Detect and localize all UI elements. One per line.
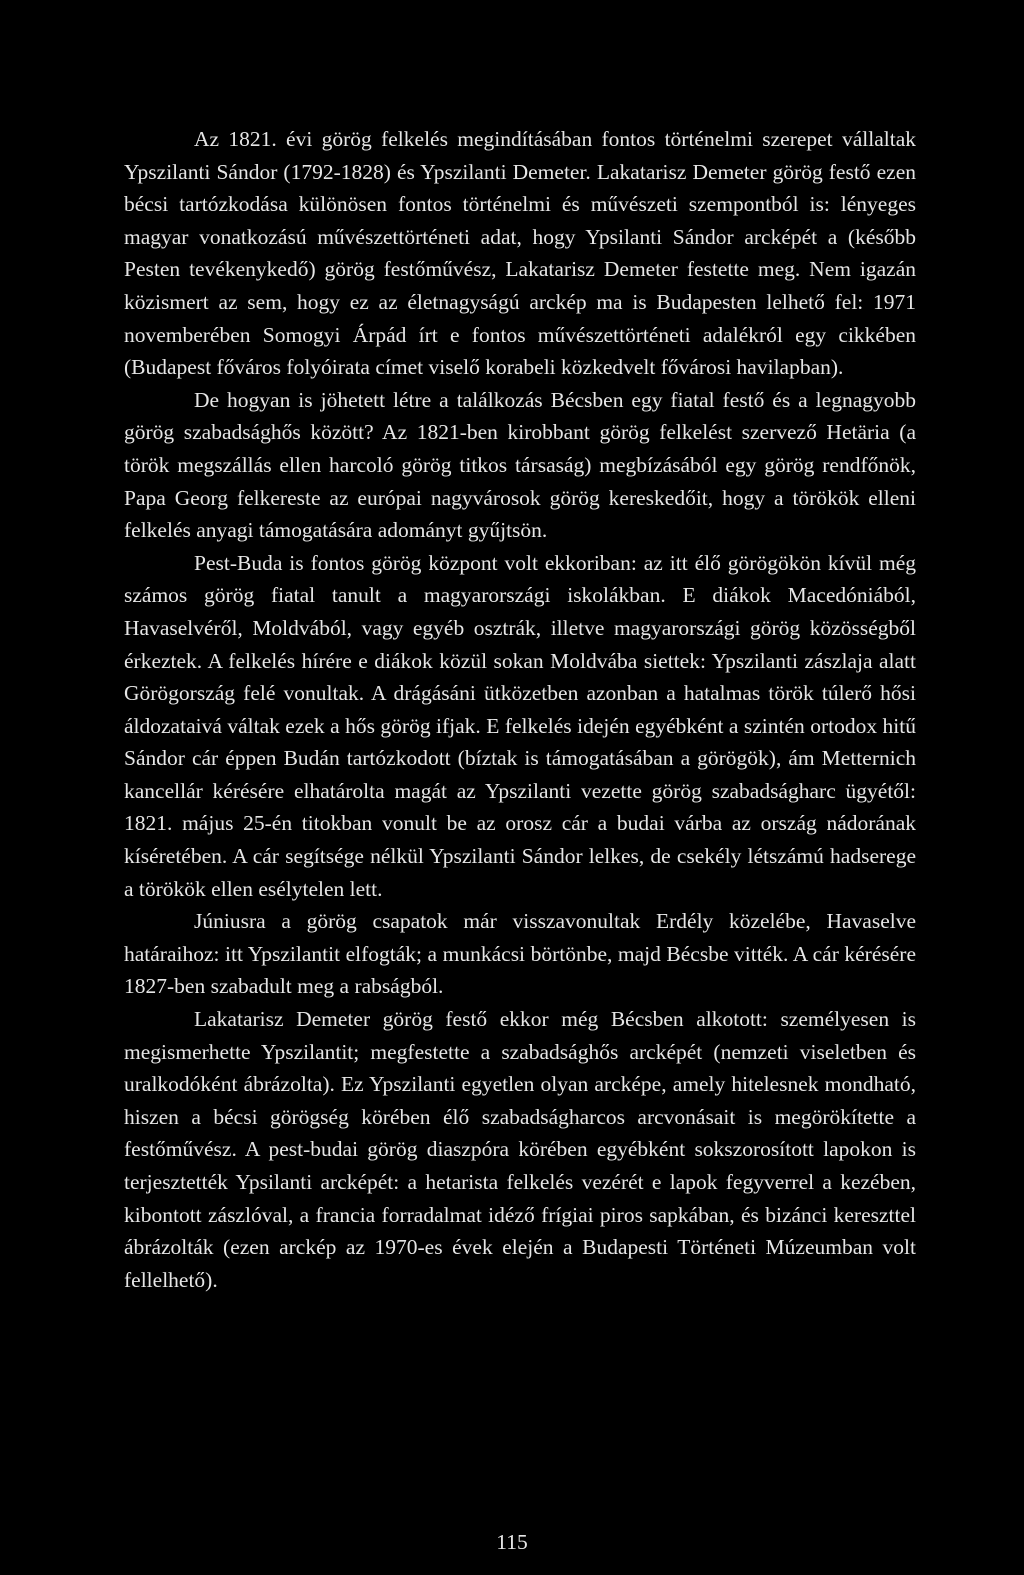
- paragraph-1: Az 1821. évi görög felkelés megindításában fontos történelmi szerepet vállaltak Ypszilanti Sándor (1792-1828) és Ypszilanti Demeter. Lakatarisz Demeter görög festő ezen bécsi tartózkodása különösen fontos történelmi és művészeti szempontból is: lényeges magyar vonatkozású művészettörténeti adat, hogy Ypsilanti Sándor arcképét a (később Pesten tevékenykedő) görög festőművész, Lakatarisz Demeter festette meg. Nem igazán közismert az sem, hogy ez az életnagyságú arckép ma is Budapesten lelhető fel: 1971 novemberében Somogyi Árpád írt e fontos művészettörténeti adalékról egy cikkében (Budapest főváros folyóirata címet viselő korabeli közkedvelt fővárosi havilapban).: [124, 127, 916, 380]
- paragraph-5: Lakatarisz Demeter görög festő ekkor még Bécsben alkotott: személyesen is megismerhette Ypszilantit; megfestette a szabadsághős arcképét (nemzeti viseletben és uralkodóként ábrázolta). Ez Ypszilanti egyetlen olyan arcképe, amely hitelesnek mondható, hiszen a bécsi görögség körében élő szabadságharcos arcvonásait is megörökítette a festőművész. A pest-budai görög diaszpóra körében egyébként sokszorosított lapokon is terjesztették Ypsilanti arcképét: a hetarista felkelés vezérét e lapok fegyverrel a kezében, kibontott zászlóval, a francia forradalmat idéző frígiai piros sapkában, és bizánci kereszttel ábrázolták (ezen arckép az 1970-es évek elején a Budapesti Történeti Múzeumban volt fellelhető).: [124, 1007, 916, 1292]
- page-number: 115: [496, 1530, 528, 1554]
- paragraph-3: Pest-Buda is fontos görög központ volt ekkoriban: az itt élő görögökön kívül még számos görög fiatal tanult a magyarországi iskolákban. E diákok Macedóniából, Havaselvéről, Moldvából, vagy egyéb osztrák, illetve magyarországi görög közösségből érkeztek. A felkelés hírére e diákok közül sokan Moldvába siettek: Ypszilanti zászlaja alatt Görögország felé vonultak. A drágásáni ütközetben azonban a hatalmas török túlerő hősi áldozataivá váltak ezek a hős görög ifjak. E felkelés idején egyébként a szintén ortodox hitű Sándor cár éppen Budán tartózkodott (bíztak is támogatásában a görögök), ám Metternich kancellár kérésére elhatárolta magát az Ypszilanti vezette görög szabadságharc ügyétől: 1821. május 25-én titokban vonult be az orosz cár a budai várba az ország nádorának kíséretében. A cár segítsége nélkül Ypszilanti Sándor lelkes, de csekély létszámú hadserege a törökök ellen esélytelen lett.: [124, 550, 916, 901]
- paragraph-4: Júniusra a görög csapatok már visszavonultak Erdély közelébe, Havaselve határaihoz: itt Ypszilantit elfogták; a munkácsi börtönbe, majd Bécsbe vitték. A cár kérésére 1827-ben szabadult meg a rabságból.: [124, 909, 916, 999]
- page-body: [124, 123, 916, 1296]
- paragraph-2: De hogyan is jöhetett létre a találkozás Bécsben egy fiatal festő és a legnagyobb görög szabadsághős között? Az 1821-ben kirobbant görög felkelést szervező Hetäria (a török megszállás ellen harcoló görög titkos társaság) megbízásából egy görög rendfőnök, Papa Georg felkereste az európai nagyvárosok görög kereskedőit, hogy a törökök elleni felkelés anyagi támogatására adományt gyűjtsön.: [124, 387, 916, 543]
